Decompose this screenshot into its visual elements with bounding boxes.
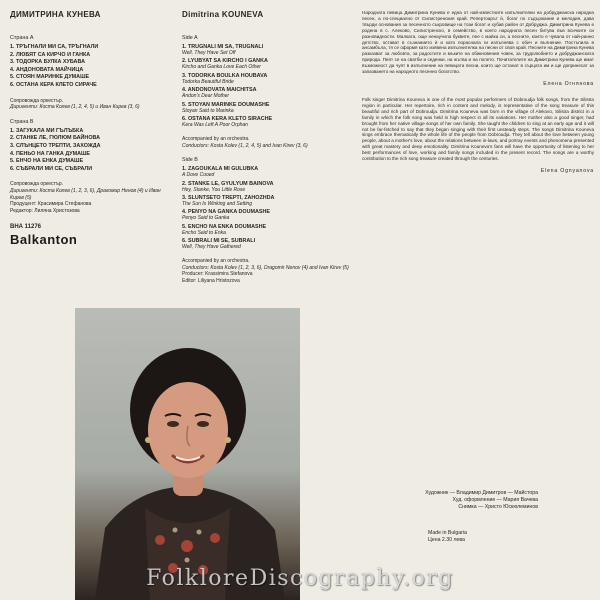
liner-notes-en-author: Elena Ognyanova — [540, 167, 594, 174]
track-subtitle: Well, They Have Set Off — [182, 50, 236, 56]
track-title: 2. ЛЮБЯТ СА КИРЧО И ГАНКА — [10, 51, 91, 58]
track-subtitle: Todorka Beautiful Bride — [182, 78, 234, 85]
track-title: 3. SLUNTSETO TREPTI, ZAHOZHDA — [182, 194, 275, 201]
conductors-note: Conductors: Kosta Kolev (1, 2, 3, 6), Dragomir Nenov (4) and Ivan Kirev (5) — [182, 264, 349, 271]
track-title: 2. LYUBYAT SA KIRCHO I GANKA — [182, 58, 268, 65]
track-title: 2. СТАНКЕ ЛЕ, ГЮЛЮМ БАЙНОВА — [10, 135, 101, 142]
liner-notes-bg: Народната певица Димитрина Кунева е една от най-известните изпълнителки на добруджанска народна песен, а по-специално от Силистренския край. Репертоарът ѝ, богат по съдържание и мелодия, дава твърди основания за песенното съкровище на този богат и хубав район от Добруджа. Димитрина Кунева е родена в с. Алеково, Силистренско, в семейство, в което народната песен битува във всичките си разновидности. Малката, още ненаучила буквите, пее с майка си, а песните, които е чувала от най-ранно детство, остават в съзнанието ѝ и като пораснала ги изпълнява с обич и вълнение. Постъпила в ансамбъла, тя се оформя като изявена изпълнителка на песни от своя край. Песните на Димитрина Кунева разказват за любовта, за радостите и мъките на обикновения човек, за трудолюбието и добруджанската природа. Пеят се на сватби и седенки, на жътва и на полето. Почитателите на Димитрина Кунева ще имат възможност да чуят в изпълнение на певицата песни, които ще останат в сърцата им и ще допринесат за запазването на народното песенно богатство. — [362, 10, 594, 75]
track-entry — [182, 238, 352, 250]
track-entry — [182, 102, 352, 114]
track-title: 6. SUBRALI MI SE, SUBRALI — [182, 238, 256, 245]
track-title: 3. TODORKA BOULKA HOUBAVA — [182, 72, 268, 79]
credit-line: Художник — Владимир Димитров — Майстора — [425, 490, 538, 496]
balkanton-logo: Balkanton — [10, 232, 78, 248]
track-entry — [182, 224, 352, 236]
credits-side-a-en — [182, 136, 352, 149]
track-subtitle: Hey, Stanke, You Little Rose — [182, 186, 246, 193]
orchestra-note: Сопровожда оркестър. — [10, 181, 64, 188]
track-subtitle: Andon's Dear Mother — [182, 93, 230, 100]
track-title: 6. OSTANA KERA KLETO SIRACHE — [182, 115, 273, 122]
side-a-list-bg — [10, 44, 175, 90]
track-entry — [182, 73, 352, 85]
made-in-label: Made in Bulgaria — [428, 530, 467, 536]
producer-credit: Продуцент: Красимира Стефанова — [10, 201, 92, 208]
orchestra-note: Accompanied by an orchestra. — [182, 135, 250, 142]
portrait-illustration — [75, 308, 300, 600]
side-b-list-bg — [10, 128, 175, 174]
track-title: 6. ОСТАНА КЕРА КЛЕТО СИРАЧЕ — [10, 81, 97, 88]
track-entry — [182, 166, 352, 178]
side-a-heading-bg: Страна А — [10, 35, 34, 41]
track-subtitle: Encho Said to Enka — [182, 229, 226, 236]
track-entry — [182, 209, 352, 221]
track-subtitle: Stoyan Said to Marinka — [182, 107, 234, 114]
track-title: 2. STANKE LE, GYULYUM BAINOVA — [182, 180, 274, 187]
editor-credit: Редактор: Лиляна Христозова — [10, 207, 80, 214]
credit-line: Худ. оформление — Мария Вачева — [452, 497, 538, 503]
track-subtitle: The Sun Is Winking and Setting — [182, 200, 252, 207]
track-title: 4. PENYO NA GANKA DOUMASHE — [182, 209, 270, 216]
english-tracklist — [182, 10, 352, 292]
track-subtitle: Penyo Said to Ganka — [182, 215, 230, 222]
catalog-number: ВНА 11276 — [10, 224, 42, 231]
credits-side-a-bg — [10, 98, 175, 111]
side-b-heading-bg: Страна В — [10, 118, 34, 125]
track-entry — [182, 44, 352, 56]
track-entry — [182, 195, 352, 207]
track-title: 5. ENCHO NA ENKA DOUMASHE — [182, 223, 267, 230]
side-b-list-en — [182, 166, 352, 250]
track-subtitle: Kircho and Ganka Love Each Other — [182, 64, 261, 71]
track-title: 5. ЕНЧО НА ЕНКА ДУМАШЕ — [10, 158, 84, 165]
credits-side-b-bg — [10, 181, 175, 214]
credits-side-b-en — [182, 258, 352, 284]
track-title: 1. TRUGNALI MI SA, TRUGNALI — [182, 44, 264, 50]
track-title: 4. АНДОНОВАТА МАЙЧИЦА — [10, 66, 84, 73]
track-subtitle: Well, They Have Gathered — [182, 244, 241, 251]
conductors-note: Диригенти: Коста Колев (1, 2, 3, 6), Драгомир Ненов (4) и Иван Кирев (5) — [10, 187, 161, 201]
design-credits — [425, 490, 538, 511]
orchestra-note: Сопровожда оркестър. — [10, 97, 64, 104]
conductors-note: Диригенти: Коста Колев (1, 2, 4, 5) и Иван Кирев (3, 6) — [10, 104, 140, 111]
track-title: 5. STOYAN MARINKE DOUMASHE — [182, 101, 270, 108]
track-title: 1. ZAGOUKALA MI GULUBKA — [182, 166, 259, 173]
artist-name-bg: ДИМИТРИНА КУНЕВА — [10, 10, 101, 19]
side-a-heading-en: Side A — [182, 35, 198, 41]
track-entry — [182, 87, 352, 99]
track-subtitle: Kera Was Left A Poor Orphan — [182, 121, 248, 128]
track-title: 4. ПЕНЬО НА ГАНКА ДУМАШЕ — [10, 150, 90, 157]
track-title: 3. СЛЪНЦЕТО ТРЕПТИ, ЗАХОЖДА — [10, 142, 101, 149]
artist-name-en: Dimitrina KOUNEVA — [182, 10, 264, 19]
watermark-text: FolkloreDiscography.org — [146, 566, 454, 591]
track-entry — [182, 58, 352, 70]
track-subtitle: A Dove Cooed — [182, 172, 215, 179]
side-b-heading-en: Side B — [182, 157, 198, 164]
bulgarian-tracklist — [10, 10, 175, 247]
track-title: 1. ТРЪГНАЛИ МИ СА, ТРЪГНАЛИ — [10, 44, 99, 50]
conductors-note: Conductors: Kosta Kolev (1, 2, 4, 5) and Ivan Kirev (3, 6) — [182, 142, 308, 149]
liner-notes — [362, 10, 594, 184]
side-a-list-en — [182, 44, 352, 128]
editor-credit: Editor: Liliyana Hristozova — [182, 277, 240, 284]
origin-and-price — [428, 530, 467, 544]
track-title: 3. ТОДОРКА БУЛКА ХУБАВА — [10, 59, 85, 66]
track-entry — [182, 181, 352, 193]
track-title: 1. ЗАГУКАЛА МИ ГЪЛЪБКА — [10, 127, 84, 134]
track-title: 4. ANDONOVATA MAICHITSA — [182, 87, 257, 94]
track-entry — [182, 116, 352, 128]
track-title: 6. СЪБРАЛИ МИ СЕ, СЪБРАЛИ — [10, 165, 93, 172]
liner-notes-en: Folk singer Dimitrina Kouneva is one of the most popular performers of Dobroudja folk songs, from the Silistra region in particular. Her repertoire, rich in content and melody, is representative of the song treasure of this beautiful and rich part of Dobroudja. Dimitrina Kouneva was born in the village of Alekovo, Silistra district in a family in which the folk song was held in high respect in all its variations. Her mother also a good singer, had brought from her native village songs of her own family. She taught the children to sing at an early age and it will not be far-fetched to say that they began singing with their first unsteady steps. The songs Dimitrina Kouneva sings embrace thematically the whole life of the people from Dobroudja. They tell about the love between young people, about a mother's love, about the relations between in-laws, and portray events and phenomena presented with great mastery and deep emotionality. Dimitrina Kouneva's fans will have the opportunity of listening to her best performances of love, working and family songs included in the present record. The songs are a worthy contribution to the rich song treasure created through the centuries. — [362, 96, 594, 162]
orchestra-note: Accompanied by an orchestra. — [182, 258, 250, 265]
credit-line: Снимка — Христо Юскюлеминов — [458, 504, 538, 510]
liner-notes-bg-author: Елена Огнянова — [543, 80, 594, 87]
producer-credit: Producer: Krassimira Stefanova — [182, 271, 253, 278]
singer-portrait-photo — [75, 308, 300, 600]
track-title: 5. СТОЯН МАРИНКЕ ДУМАШЕ — [10, 74, 90, 81]
price-label: Цена 2.30 лева — [428, 537, 465, 543]
